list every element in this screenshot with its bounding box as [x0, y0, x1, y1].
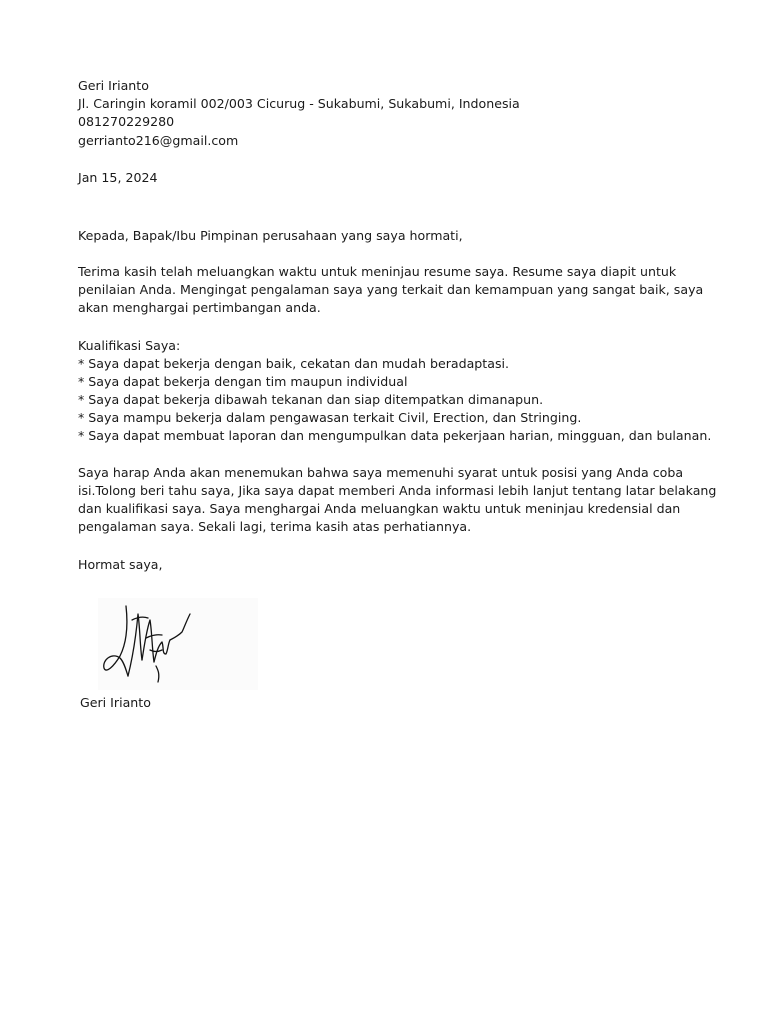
qualification-item: * Saya dapat bekerja dengan baik, cekatan dan mudah beradaptasi.: [78, 356, 510, 371]
signature-image: [98, 598, 258, 690]
sign-off: Hormat saya,: [78, 557, 163, 572]
closing-paragraph-line: isi.Tolong beri tahu saya, Jika saya dapat memberi Anda informasi lebih lanjut tentang latar belakang: [78, 483, 717, 498]
qualification-item: * Saya dapat membuat laporan dan mengumpulkan data pekerjaan harian, mingguan, dan bulanan.: [78, 428, 712, 443]
intro-paragraph-line: penilaian Anda. Mengingat pengalaman saya yang terkait dan kemampuan yang sangat baik, saya: [78, 282, 704, 297]
closing-paragraph-line: dan kualifikasi saya. Saya menghargai Anda meluangkan waktu untuk meninjau kredensial dan: [78, 501, 681, 516]
intro-paragraph-line: akan menghargai pertimbangan anda.: [78, 300, 321, 315]
closing-paragraph-line: Saya harap Anda akan menemukan bahwa saya memenuhi syarat untuk posisi yang Anda coba: [78, 465, 684, 480]
signature-name: Geri Irianto: [80, 695, 151, 710]
qualification-item: * Saya mampu bekerja dalam pengawasan terkait Civil, Erection, dan Stringing.: [78, 410, 582, 425]
qualification-item: * Saya dapat bekerja dengan tim maupun individual: [78, 374, 408, 389]
qualification-item: * Saya dapat bekerja dibawah tekanan dan siap ditempatkan dimanapun.: [78, 392, 544, 407]
qualifications-heading: Kualifikasi Saya:: [78, 338, 181, 353]
sender-address: Jl. Caringin koramil 002/003 Cicurug - Sukabumi, Sukabumi, Indonesia: [78, 96, 520, 111]
sender-name: Geri Irianto: [78, 78, 149, 93]
salutation: Kepada, Bapak/Ibu Pimpinan perusahaan yang saya hormati,: [78, 228, 463, 243]
sender-email: gerrianto216@gmail.com: [78, 133, 239, 148]
intro-paragraph-line: Terima kasih telah meluangkan waktu untuk meninjau resume saya. Resume saya diapit untuk: [78, 264, 677, 279]
closing-paragraph-line: pengalaman saya. Sekali lagi, terima kasih atas perhatiannya.: [78, 519, 472, 534]
sender-phone: 081270229280: [78, 114, 175, 129]
letter-date: Jan 15, 2024: [78, 170, 158, 185]
